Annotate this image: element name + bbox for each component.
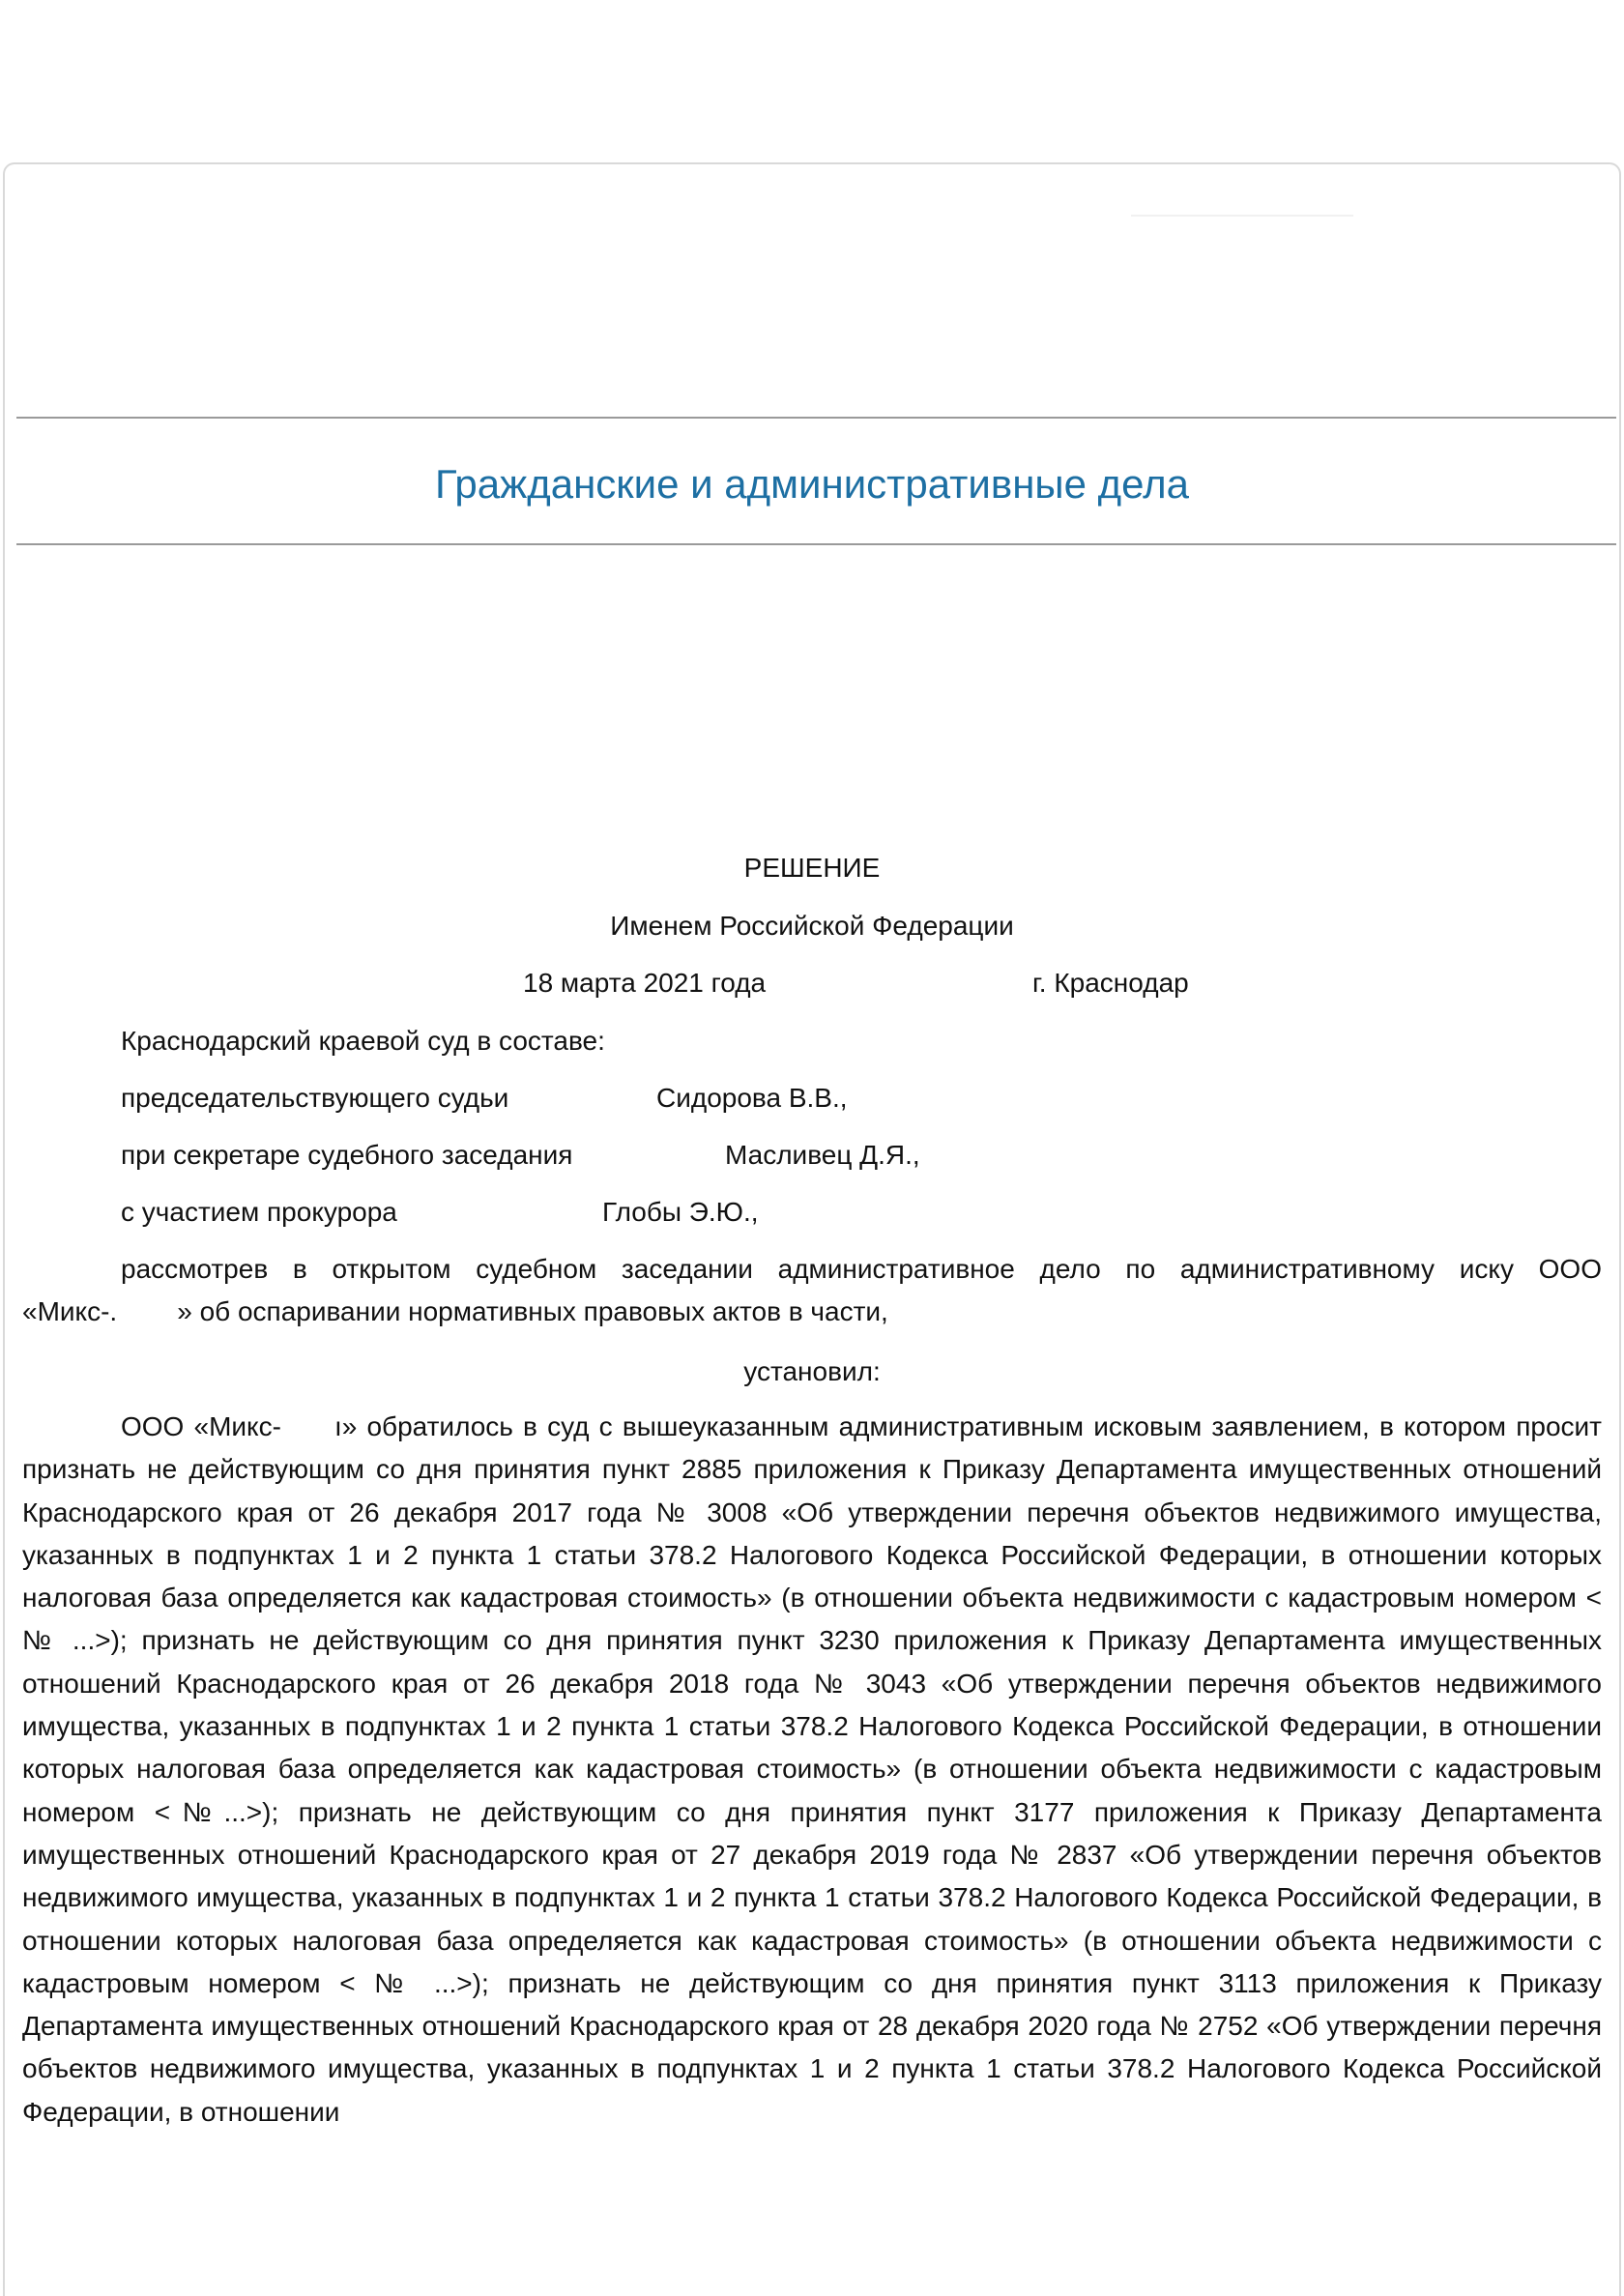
decision-date: 18 марта 2021 года — [523, 968, 767, 998]
main-paragraph-text: ı» обратилось в суд с вышеуказанным административным исковым заявлением, в котором просит признать не действующим со дня принятия пункт 2885 приложения к Приказу Департамента имущественных отношений Краснодарского края от 26 декабря 2017 года № 3008 «Об утверждении перечня объектов недвижимого имущества, указанных в подпунктах 1 и 2 пункта 1 статьи 378.2 Налогового Кодекса Российской Федерации, в отношении которых налоговая база определяется как кадастровая стоимость» (в отношении объекта недвижимости с кадастровым номером < № ...>); признать не действующим со дня принятия пункт 3230 приложения к Приказу Департамента имущественных отношений Краснодарского края от 26 декабря 2018 года № 3043 «Об утверждении перечня объектов недвижимого имущества, указанных в подпунктах 1 и 2 пункта 1 статьи 378.2 Налогового Кодекса Российской Федерации, в отношении которых налоговая база определяется как кадастровая стоимость» (в отношении объекта недвижимости с кадастровым номером <№...>); признать не действующим со дня принятия пункт 3177 приложения к Приказу Департамента имущественных отношений Краснодарского края от 27 декабря 2019 года № 2837 «Об утверждении перечня объектов недвижимого имущества, указанных в подпунктах 1 и 2 пункта 1 статьи 378.2 Налогового Кодекса Российской Федерации, в отношении которых налоговая база определяется как кадастровая стоимость» (в отношении объекта недвижимости с кадастровым номером < № ...>); признать не действующим со дня принятия пункт 3113 приложения к Приказу Департамента имущественных отношений Краснодарского края от 28 декабря 2020 года № 2752 «Об утверждении перечня объектов недвижимого имущества, указанных в подпунктах 1 и 2 пункта 1 статьи 378.2 Налогового Кодекса Российской Федерации, в отношении — [22, 1411, 1602, 2127]
header-faint-divider — [1131, 215, 1353, 217]
prosecutor-label: с участием прокурора — [121, 1197, 397, 1227]
main-paragraph — [22, 1406, 1602, 2134]
decision-city: г. Краснодар — [1032, 968, 1189, 998]
secretary-name: Масливец Д.Я., — [725, 1140, 920, 1170]
established-heading: установил: — [743, 1356, 881, 1386]
prosecutor-name: Глобы Э.Ю., — [602, 1197, 759, 1227]
presiding-name: Сидорова В.В., — [656, 1083, 848, 1113]
considered-line-1: рассмотрев в открытом судебном заседании административное дело по административному иску ООО — [121, 1254, 1602, 1284]
considered-line-2 — [22, 1294, 888, 1329]
considered-line-2-rest: » об оспаривании нормативных правовых актов в части, — [177, 1296, 888, 1326]
document-subtitle: Именем Российской Федерации — [610, 911, 1014, 941]
company-name-fragment: «Микс-. — [22, 1296, 118, 1326]
title-bottom-divider — [16, 543, 1616, 545]
title-top-divider — [16, 417, 1616, 419]
presiding-label: председательствующего судьи — [121, 1083, 509, 1113]
main-paragraph-company: ООО «Микс- — [121, 1411, 281, 1441]
document-title: РЕШЕНИЕ — [743, 853, 881, 883]
court-composition: Краснодарский краевой суд в составе: — [121, 1026, 605, 1056]
section-title: Гражданские и административные дела — [435, 461, 1189, 507]
secretary-label: при секретаре судебного заседания — [121, 1140, 573, 1170]
